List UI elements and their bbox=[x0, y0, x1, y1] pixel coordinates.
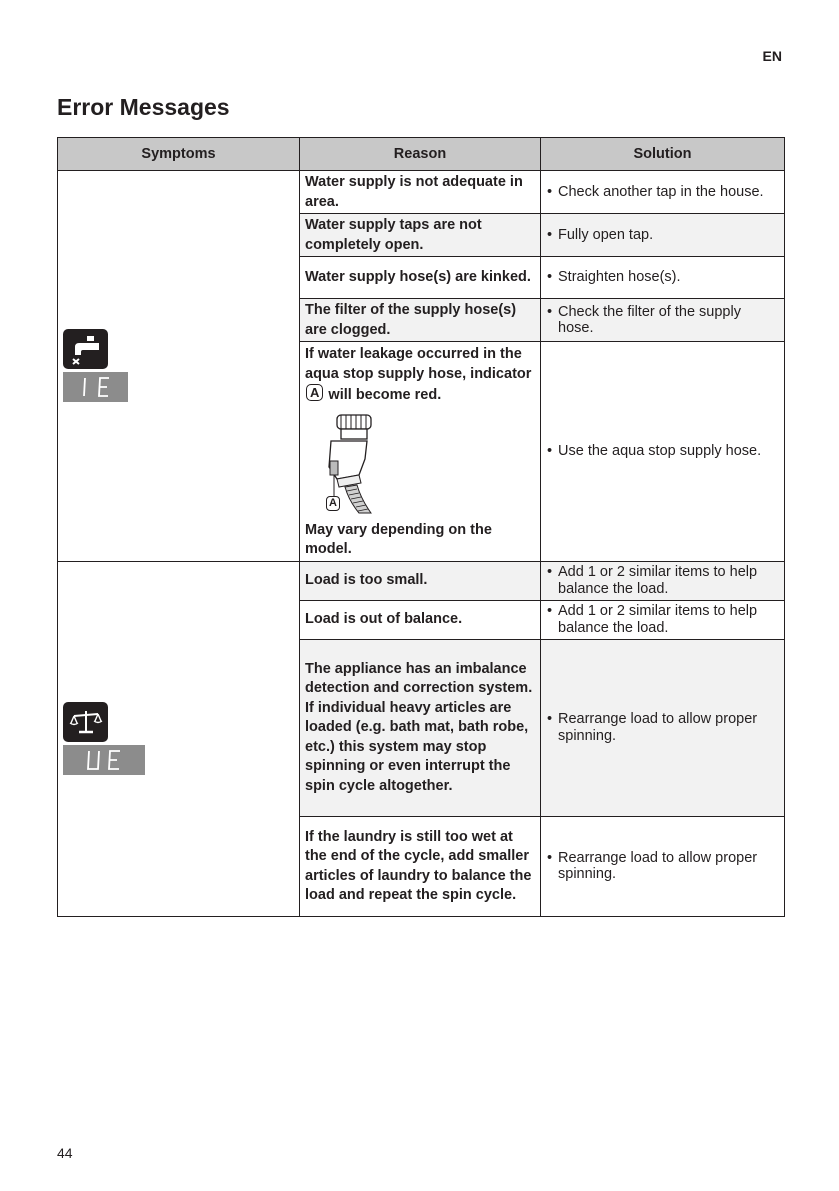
solution-cell: • Check another tap in the house. bbox=[541, 171, 785, 214]
figure-label-a: A bbox=[326, 496, 340, 511]
solution-cell: • Straighten hose(s). bbox=[541, 257, 785, 299]
indicator-a-marker: A bbox=[306, 384, 323, 401]
reason-cell: Load is out of balance. bbox=[300, 600, 541, 639]
table-header-row bbox=[58, 138, 785, 171]
solution-text: Fully open tap. bbox=[558, 226, 654, 243]
solution-cell: • Check the filter of the supply hose. bbox=[541, 299, 785, 342]
solution-text: Straighten hose(s). bbox=[558, 269, 681, 286]
reason-text: If water leakage occurred in the aqua stop supply hose, indicator bbox=[305, 346, 532, 382]
reason-note: May vary depending on the model. bbox=[305, 521, 492, 557]
table-row bbox=[58, 561, 785, 600]
solution-cell: • Add 1 or 2 similar items to help balance the load. bbox=[541, 561, 785, 600]
solution-text: Rearrange load to allow proper spinning. bbox=[558, 849, 758, 882]
reason-cell-aqua-stop bbox=[300, 342, 541, 562]
page-title: Error Messages bbox=[57, 94, 230, 120]
reason-cell: Water supply hose(s) are kinked. bbox=[300, 257, 541, 299]
solution-text: Check the filter of the supply hose. bbox=[558, 303, 741, 336]
col-header-solution: Solution bbox=[541, 138, 785, 171]
solution-text: Add 1 or 2 similar items to help balance the load. bbox=[558, 603, 758, 636]
reason-cell: If the laundry is still too wet at the end of the cycle, add smaller articles of laundry to balance the load and repeat the spin cycle. bbox=[300, 816, 541, 916]
reason-cell: The appliance has an imbalance detection and correction system. If individual heavy articles are loaded (e.g. bath mat, bath robe, etc.) this system may stop spinning or even interrupt the spin cycle altogether. bbox=[300, 639, 541, 816]
solution-text: Rearrange load to allow proper spinning. bbox=[558, 711, 758, 744]
solution-text: Use the aqua stop supply hose. bbox=[558, 443, 762, 459]
solution-text: Add 1 or 2 similar items to help balance the load. bbox=[558, 564, 758, 597]
solution-cell: • Add 1 or 2 similar items to help balance the load. bbox=[541, 600, 785, 639]
col-header-symptoms: Symptoms bbox=[58, 138, 300, 171]
balance-scale-icon bbox=[63, 702, 108, 742]
reason-text: will become red. bbox=[328, 387, 442, 403]
page-number: 44 bbox=[57, 1145, 73, 1161]
solution-text: Check another tap in the house. bbox=[558, 183, 764, 200]
solution-cell: • Rearrange load to allow proper spinning. bbox=[541, 639, 785, 816]
water-tap-warning-icon bbox=[63, 329, 108, 369]
display-code-ue bbox=[63, 745, 145, 775]
language-label: EN bbox=[762, 48, 782, 64]
solution-cell: • Use the aqua stop supply hose. bbox=[541, 342, 785, 562]
solution-cell: • Rearrange load to allow proper spinning. bbox=[541, 816, 785, 916]
table-row bbox=[58, 171, 785, 214]
reason-cell: Water supply is not adequate in area. bbox=[300, 171, 541, 214]
display-code-ie bbox=[63, 372, 128, 402]
solution-cell: • Fully open tap. bbox=[541, 214, 785, 257]
reason-cell: The filter of the supply hose(s) are clogged. bbox=[300, 299, 541, 342]
col-header-reason: Reason bbox=[300, 138, 541, 171]
symptom-cell-ue bbox=[58, 561, 300, 916]
error-messages-table bbox=[57, 137, 785, 917]
reason-cell: Water supply taps are not completely open. bbox=[300, 214, 541, 257]
symptom-cell-ie bbox=[58, 171, 300, 562]
reason-cell: Load is too small. bbox=[300, 561, 541, 600]
aqua-stop-hose-figure bbox=[315, 409, 395, 517]
